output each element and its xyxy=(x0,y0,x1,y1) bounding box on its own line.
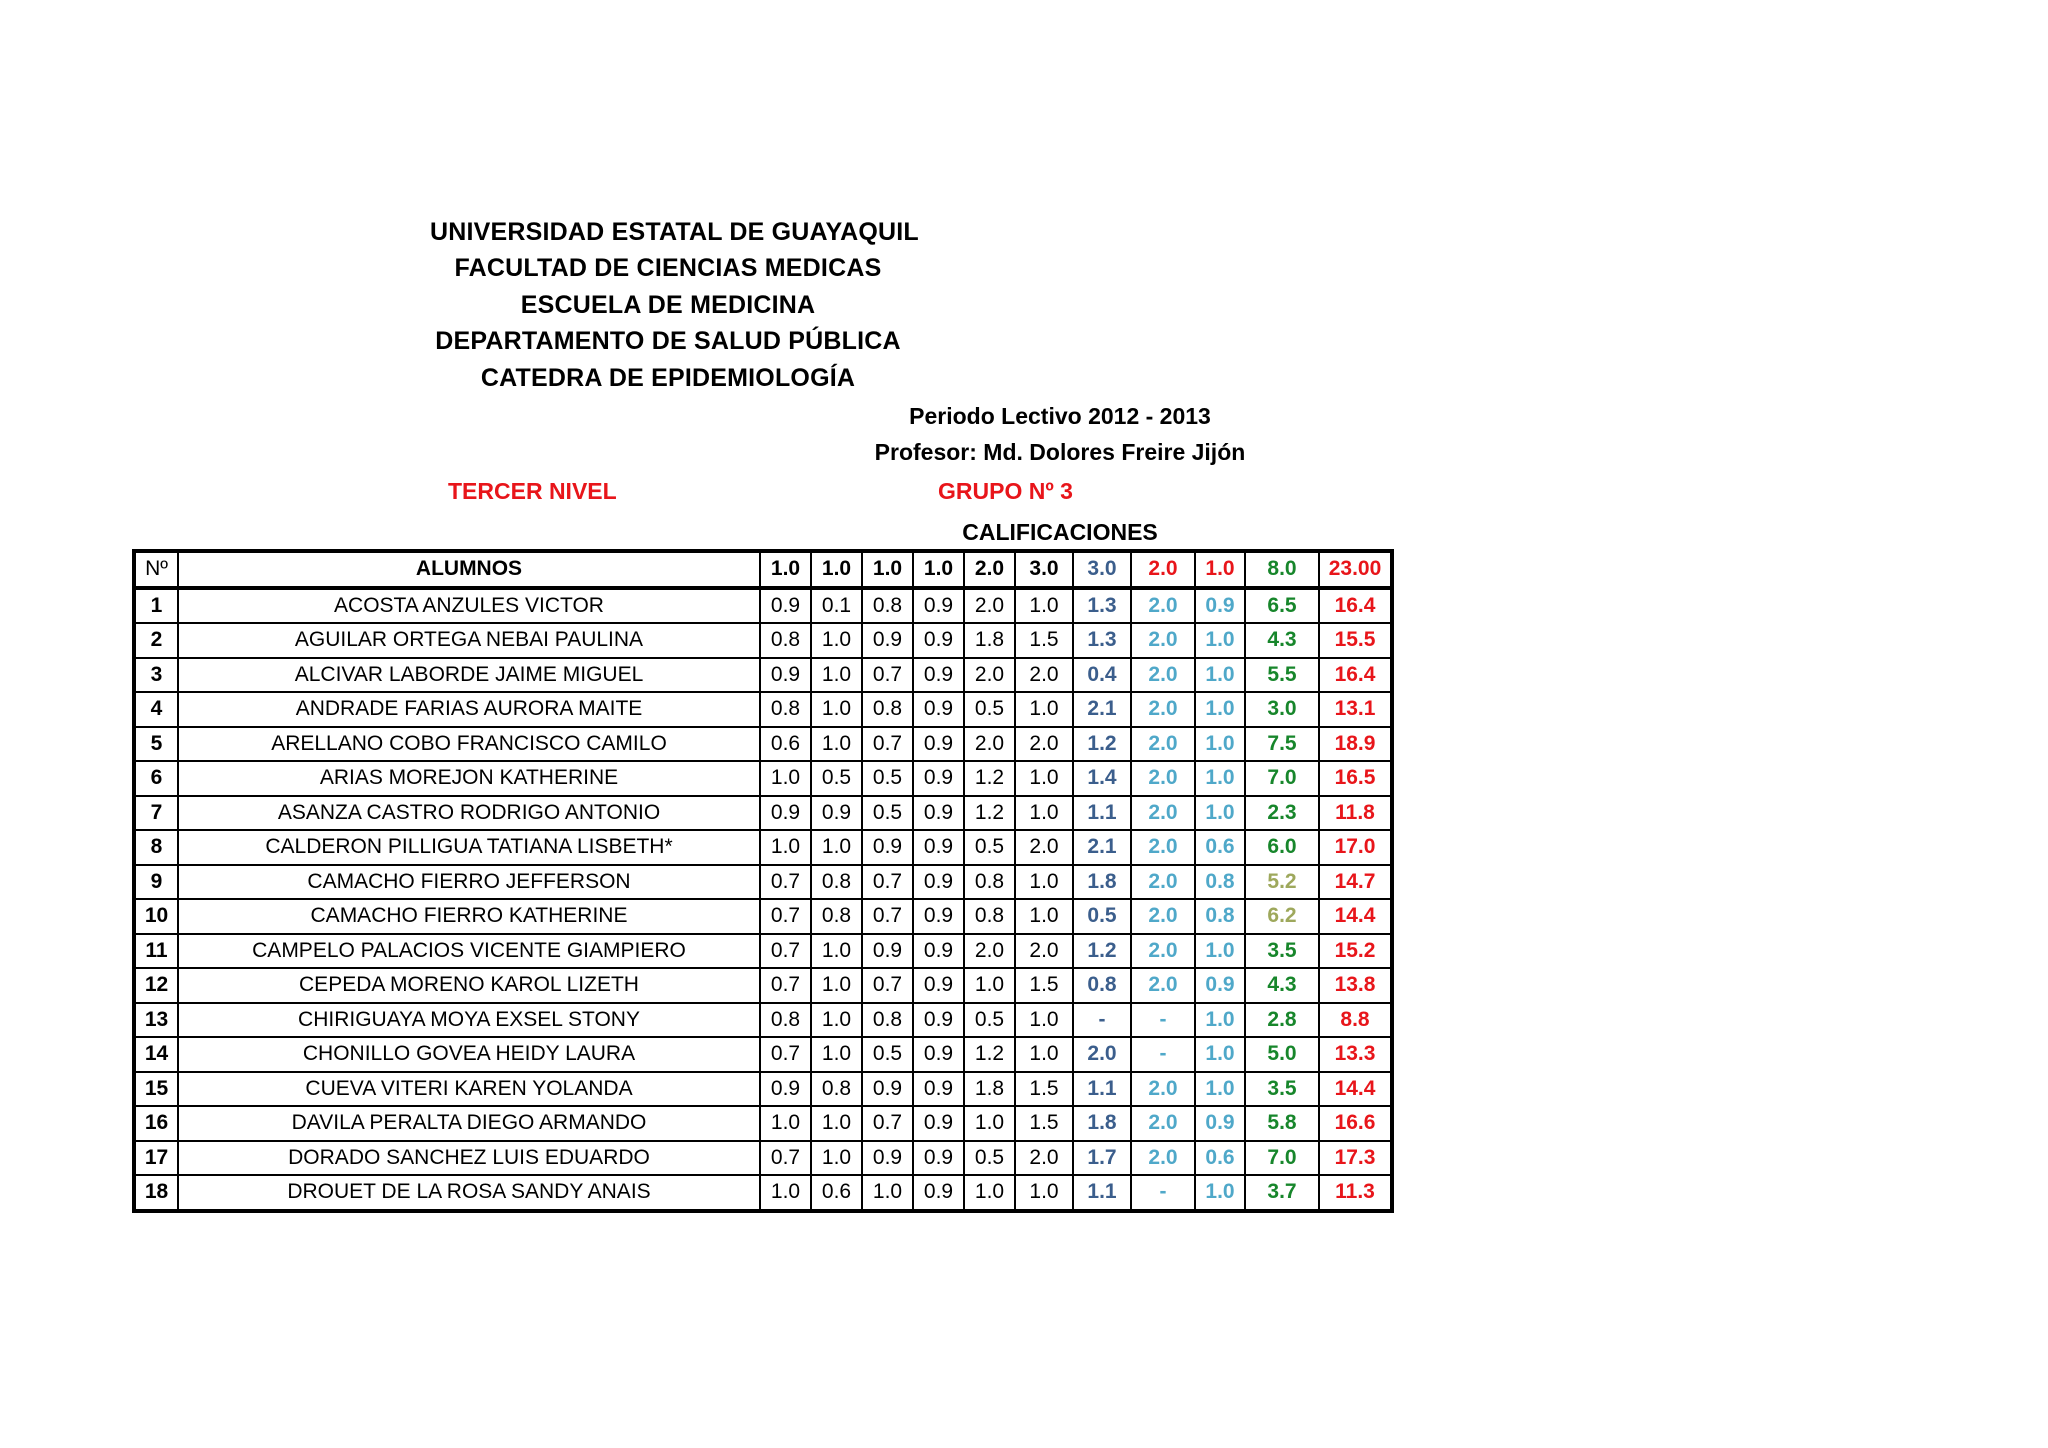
grade-cell: 1.0 xyxy=(1015,1175,1073,1211)
total-cell: 15.5 xyxy=(1319,623,1392,658)
student-name: CEPEDA MORENO KAROL LIZETH xyxy=(178,968,760,1003)
table-row xyxy=(134,899,1392,934)
grade-cell: 1.0 xyxy=(811,1141,862,1176)
header-weight-2: 1.0 xyxy=(811,551,862,588)
grade-cell: 0.8 xyxy=(1195,865,1245,900)
grade-cell: 0.9 xyxy=(862,1072,913,1107)
level-label: TERCER NIVEL xyxy=(448,478,617,504)
grade-cell: 1.0 xyxy=(1015,1003,1073,1038)
table-row xyxy=(134,727,1392,762)
table-row xyxy=(134,1037,1392,1072)
grade-cell: 0.7 xyxy=(862,727,913,762)
row-number: 4 xyxy=(134,692,178,727)
grade-cell: 0.5 xyxy=(811,761,862,796)
grade-cell: 1.0 xyxy=(1015,588,1073,624)
grade-cell: 0.7 xyxy=(760,899,811,934)
grade-cell: 1.7 xyxy=(1073,1141,1131,1176)
total-cell: 11.3 xyxy=(1319,1175,1392,1211)
grade-cell: 0.9 xyxy=(913,1072,964,1107)
grade-cell: 1.0 xyxy=(811,1003,862,1038)
grade-cell: 5.0 xyxy=(1245,1037,1319,1072)
grade-cell: 1.0 xyxy=(1015,692,1073,727)
grade-cell: 0.9 xyxy=(913,968,964,1003)
grade-cell: 1.8 xyxy=(1073,865,1131,900)
grade-cell: 1.0 xyxy=(1195,1037,1245,1072)
grade-cell: 2.0 xyxy=(1131,865,1195,900)
grade-cell: 0.9 xyxy=(760,796,811,831)
row-number: 1 xyxy=(134,588,178,624)
grade-cell: 2.0 xyxy=(964,934,1015,969)
grade-cell: 1.5 xyxy=(1015,968,1073,1003)
student-name: ARELLANO COBO FRANCISCO CAMILO xyxy=(178,727,760,762)
student-name: CAMACHO FIERRO JEFFERSON xyxy=(178,865,760,900)
university-title: UNIVERSIDAD ESTATAL DE GUAYAQUIL xyxy=(430,218,919,246)
grade-cell: 0.8 xyxy=(811,899,862,934)
grade-cell: 2.0 xyxy=(1131,761,1195,796)
grade-cell: 0.6 xyxy=(1195,1141,1245,1176)
grade-cell: 0.7 xyxy=(862,1106,913,1141)
grade-cell: 1.0 xyxy=(964,1175,1015,1211)
row-number: 7 xyxy=(134,796,178,831)
table-row xyxy=(134,658,1392,693)
grade-cell: 1.0 xyxy=(811,968,862,1003)
grade-cell: 2.8 xyxy=(1245,1003,1319,1038)
grade-cell: 0.9 xyxy=(913,588,964,624)
total-cell: 13.1 xyxy=(1319,692,1392,727)
grade-cell: 1.0 xyxy=(964,968,1015,1003)
grade-cell: 0.9 xyxy=(913,796,964,831)
grade-cell: 0.9 xyxy=(913,1003,964,1038)
grade-cell: 0.9 xyxy=(913,1141,964,1176)
total-cell: 18.9 xyxy=(1319,727,1392,762)
grade-cell: 0.8 xyxy=(862,1003,913,1038)
grade-cell: - xyxy=(1131,1175,1195,1211)
student-name: CHONILLO GOVEA HEIDY LAURA xyxy=(178,1037,760,1072)
grade-cell: 0.9 xyxy=(913,1037,964,1072)
table-row xyxy=(134,934,1392,969)
grade-cell: 0.9 xyxy=(1195,968,1245,1003)
row-number: 9 xyxy=(134,865,178,900)
grade-cell: 0.7 xyxy=(760,1141,811,1176)
grade-cell: 1.0 xyxy=(1195,1175,1245,1211)
grade-cell: 1.8 xyxy=(964,623,1015,658)
table-row xyxy=(134,968,1392,1003)
grade-cell: 3.5 xyxy=(1245,934,1319,969)
student-name: CAMACHO FIERRO KATHERINE xyxy=(178,899,760,934)
grade-cell: 0.9 xyxy=(760,1072,811,1107)
grade-cell: 1.5 xyxy=(1015,1072,1073,1107)
grade-cell: 2.0 xyxy=(1131,1106,1195,1141)
grade-cell: 1.0 xyxy=(1195,658,1245,693)
total-cell: 15.2 xyxy=(1319,934,1392,969)
grade-cell: 1.2 xyxy=(964,761,1015,796)
grade-cell: 1.0 xyxy=(760,1175,811,1211)
grade-cell: 0.7 xyxy=(862,865,913,900)
row-number: 10 xyxy=(134,899,178,934)
grade-cell: 0.9 xyxy=(862,623,913,658)
grade-cell: 7.0 xyxy=(1245,1141,1319,1176)
student-name: ACOSTA ANZULES VICTOR xyxy=(178,588,760,624)
grade-cell: 0.8 xyxy=(1195,899,1245,934)
grade-cell: 2.0 xyxy=(964,727,1015,762)
grade-cell: 1.0 xyxy=(1015,899,1073,934)
grade-cell: 0.6 xyxy=(811,1175,862,1211)
grade-cell: 0.9 xyxy=(913,899,964,934)
row-number: 13 xyxy=(134,1003,178,1038)
grade-cell: 0.5 xyxy=(964,692,1015,727)
grade-cell: 1.0 xyxy=(1195,692,1245,727)
table-row xyxy=(134,761,1392,796)
total-cell: 14.4 xyxy=(1319,899,1392,934)
professor-label: Profesor: Md. Dolores Freire Jijón xyxy=(874,439,1246,465)
grade-cell: 1.5 xyxy=(1015,623,1073,658)
grade-cell: 0.5 xyxy=(964,1141,1015,1176)
grade-cell: 1.0 xyxy=(1195,761,1245,796)
grade-cell: 0.9 xyxy=(913,761,964,796)
department-title: DEPARTAMENTO DE SALUD PÚBLICA xyxy=(435,327,901,355)
grade-cell: 0.8 xyxy=(760,692,811,727)
grade-cell: 1.0 xyxy=(811,658,862,693)
grade-cell: 3.0 xyxy=(1245,692,1319,727)
grade-cell: 0.9 xyxy=(913,623,964,658)
grade-cell: 6.0 xyxy=(1245,830,1319,865)
group-label: GRUPO Nº 3 xyxy=(938,478,1073,504)
grade-cell: 1.0 xyxy=(811,1106,862,1141)
grade-cell: 2.0 xyxy=(1131,658,1195,693)
grade-cell: 1.0 xyxy=(1195,623,1245,658)
row-number: 11 xyxy=(134,934,178,969)
grade-cell: 2.0 xyxy=(1131,1141,1195,1176)
grade-cell: 3.5 xyxy=(1245,1072,1319,1107)
student-name: DROUET DE LA ROSA SANDY ANAIS xyxy=(178,1175,760,1211)
grade-cell: 1.1 xyxy=(1073,1072,1131,1107)
grade-cell: 1.0 xyxy=(811,623,862,658)
student-name: CHIRIGUAYA MOYA EXSEL STONY xyxy=(178,1003,760,1038)
grade-cell: 1.0 xyxy=(1195,934,1245,969)
grade-cell: 2.0 xyxy=(964,588,1015,624)
total-cell: 14.4 xyxy=(1319,1072,1392,1107)
grade-cell: 0.9 xyxy=(913,934,964,969)
student-name: AGUILAR ORTEGA NEBAI PAULINA xyxy=(178,623,760,658)
grade-cell: 1.8 xyxy=(1073,1106,1131,1141)
grade-cell: 1.2 xyxy=(1073,727,1131,762)
grade-cell: 1.0 xyxy=(1195,1072,1245,1107)
total-cell: 13.3 xyxy=(1319,1037,1392,1072)
row-number: 12 xyxy=(134,968,178,1003)
grade-cell: 0.7 xyxy=(862,658,913,693)
header-total: 23.00 xyxy=(1319,551,1392,588)
table-row xyxy=(134,1072,1392,1107)
grade-cell: 1.0 xyxy=(811,1037,862,1072)
grade-cell: 0.8 xyxy=(811,865,862,900)
grade-cell: 2.3 xyxy=(1245,796,1319,831)
grade-cell: 1.5 xyxy=(1015,1106,1073,1141)
student-name: ALCIVAR LABORDE JAIME MIGUEL xyxy=(178,658,760,693)
table-row xyxy=(134,865,1392,900)
grade-cell: 7.5 xyxy=(1245,727,1319,762)
grade-cell: 0.7 xyxy=(862,968,913,1003)
grade-cell: 0.9 xyxy=(1195,1106,1245,1141)
grade-cell: 1.1 xyxy=(1073,1175,1131,1211)
grade-cell: 2.0 xyxy=(1131,727,1195,762)
grade-cell: 0.5 xyxy=(862,796,913,831)
grade-cell: 1.2 xyxy=(964,1037,1015,1072)
grade-cell: 5.5 xyxy=(1245,658,1319,693)
grade-cell: 0.9 xyxy=(862,934,913,969)
row-number: 18 xyxy=(134,1175,178,1211)
grade-cell: 0.9 xyxy=(913,692,964,727)
row-number: 17 xyxy=(134,1141,178,1176)
total-cell: 13.8 xyxy=(1319,968,1392,1003)
grade-cell: 2.0 xyxy=(1131,968,1195,1003)
row-number: 15 xyxy=(134,1072,178,1107)
grade-cell: 0.9 xyxy=(913,865,964,900)
grade-cell: 0.7 xyxy=(760,1037,811,1072)
grade-cell: 0.8 xyxy=(964,899,1015,934)
grade-cell: 7.0 xyxy=(1245,761,1319,796)
grade-cell: 3.7 xyxy=(1245,1175,1319,1211)
grade-cell: 2.0 xyxy=(1131,899,1195,934)
table-row xyxy=(134,1175,1392,1211)
grade-cell: 0.9 xyxy=(913,1175,964,1211)
student-name: ASANZA CASTRO RODRIGO ANTONIO xyxy=(178,796,760,831)
grade-cell: 0.9 xyxy=(760,588,811,624)
grade-cell: 1.0 xyxy=(862,1175,913,1211)
grade-cell: 1.0 xyxy=(1195,1003,1245,1038)
grade-cell: 1.0 xyxy=(1015,1037,1073,1072)
period-label: Periodo Lectivo 2012 - 2013 xyxy=(909,403,1211,429)
grade-cell: 0.8 xyxy=(964,865,1015,900)
total-cell: 16.5 xyxy=(1319,761,1392,796)
header-weight-4: 1.0 xyxy=(913,551,964,588)
header-number: Nº xyxy=(134,551,178,588)
grade-cell: 1.0 xyxy=(1015,865,1073,900)
grade-cell: 2.0 xyxy=(1015,1141,1073,1176)
grade-cell: 0.9 xyxy=(862,1141,913,1176)
grade-cell: 0.8 xyxy=(862,692,913,727)
grade-cell: 1.0 xyxy=(1195,796,1245,831)
grade-cell: 2.0 xyxy=(1131,934,1195,969)
student-name: DAVILA PERALTA DIEGO ARMANDO xyxy=(178,1106,760,1141)
grade-cell: 2.0 xyxy=(1131,1072,1195,1107)
table-row xyxy=(134,1106,1392,1141)
grade-cell: - xyxy=(1131,1003,1195,1038)
table-row xyxy=(134,1141,1392,1176)
grade-cell: 1.8 xyxy=(964,1072,1015,1107)
grade-cell: 1.0 xyxy=(1015,796,1073,831)
grade-cell: 2.0 xyxy=(1131,692,1195,727)
grade-cell: 0.9 xyxy=(811,796,862,831)
total-cell: 14.7 xyxy=(1319,865,1392,900)
student-name: ARIAS MOREJON KATHERINE xyxy=(178,761,760,796)
grade-cell: 0.9 xyxy=(913,658,964,693)
grade-cell: 2.0 xyxy=(1131,796,1195,831)
grade-cell: 0.8 xyxy=(760,623,811,658)
grade-cell: 0.9 xyxy=(913,727,964,762)
table-row xyxy=(134,692,1392,727)
grade-cell: 5.8 xyxy=(1245,1106,1319,1141)
grade-cell: 0.7 xyxy=(760,934,811,969)
grade-cell: 6.5 xyxy=(1245,588,1319,624)
row-number: 14 xyxy=(134,1037,178,1072)
header-weight-10: 8.0 xyxy=(1245,551,1319,588)
header-weight-9: 1.0 xyxy=(1195,551,1245,588)
grade-cell: 0.8 xyxy=(811,1072,862,1107)
grade-cell: 1.0 xyxy=(811,692,862,727)
grade-cell: 6.2 xyxy=(1245,899,1319,934)
total-cell: 16.6 xyxy=(1319,1106,1392,1141)
grade-cell: 2.1 xyxy=(1073,692,1131,727)
grades-title: CALIFICACIONES xyxy=(962,519,1158,545)
student-name: CALDERON PILLIGUA TATIANA LISBETH* xyxy=(178,830,760,865)
grade-cell: - xyxy=(1131,1037,1195,1072)
grade-cell: 0.8 xyxy=(1073,968,1131,1003)
grade-cell: 0.9 xyxy=(862,830,913,865)
header-students: ALUMNOS xyxy=(178,551,760,588)
grade-cell: 0.7 xyxy=(760,968,811,1003)
grade-cell: 2.0 xyxy=(1073,1037,1131,1072)
header-weight-8: 2.0 xyxy=(1131,551,1195,588)
grades-table xyxy=(132,549,1394,1213)
grade-cell: - xyxy=(1073,1003,1131,1038)
grade-cell: 1.0 xyxy=(1195,727,1245,762)
grade-cell: 0.5 xyxy=(1073,899,1131,934)
table-row xyxy=(134,588,1392,624)
grade-cell: 1.2 xyxy=(964,796,1015,831)
header-weight-3: 1.0 xyxy=(862,551,913,588)
header-weight-1: 1.0 xyxy=(760,551,811,588)
grade-cell: 1.0 xyxy=(760,1106,811,1141)
grade-cell: 0.5 xyxy=(964,1003,1015,1038)
grade-cell: 1.0 xyxy=(1015,761,1073,796)
grade-cell: 0.6 xyxy=(760,727,811,762)
grade-cell: 0.9 xyxy=(760,658,811,693)
total-cell: 16.4 xyxy=(1319,588,1392,624)
grade-cell: 1.0 xyxy=(811,727,862,762)
row-number: 3 xyxy=(134,658,178,693)
table-header-row xyxy=(134,551,1392,588)
grade-cell: 2.0 xyxy=(1015,658,1073,693)
total-cell: 17.3 xyxy=(1319,1141,1392,1176)
total-cell: 8.8 xyxy=(1319,1003,1392,1038)
faculty-title: FACULTAD DE CIENCIAS MEDICAS xyxy=(454,254,882,282)
grade-cell: 1.0 xyxy=(760,830,811,865)
grade-cell: 1.1 xyxy=(1073,796,1131,831)
header-weight-7: 3.0 xyxy=(1073,551,1131,588)
student-name: DORADO SANCHEZ LUIS EDUARDO xyxy=(178,1141,760,1176)
student-name: CUEVA VITERI KAREN YOLANDA xyxy=(178,1072,760,1107)
grade-cell: 5.2 xyxy=(1245,865,1319,900)
row-number: 6 xyxy=(134,761,178,796)
grade-cell: 0.1 xyxy=(811,588,862,624)
table-row xyxy=(134,796,1392,831)
grade-cell: 2.0 xyxy=(1131,623,1195,658)
header-weight-6: 3.0 xyxy=(1015,551,1073,588)
header-weight-5: 2.0 xyxy=(964,551,1015,588)
total-cell: 11.8 xyxy=(1319,796,1392,831)
grade-cell: 2.1 xyxy=(1073,830,1131,865)
chair-title: CATEDRA DE EPIDEMIOLOGÍA xyxy=(480,364,856,392)
grade-cell: 1.3 xyxy=(1073,623,1131,658)
total-cell: 16.4 xyxy=(1319,658,1392,693)
grade-cell: 2.0 xyxy=(964,658,1015,693)
grade-cell: 0.5 xyxy=(862,1037,913,1072)
grade-cell: 1.0 xyxy=(760,761,811,796)
grade-cell: 4.3 xyxy=(1245,968,1319,1003)
grade-cell: 2.0 xyxy=(1131,588,1195,624)
grade-cell: 0.6 xyxy=(1195,830,1245,865)
grade-cell: 0.7 xyxy=(862,899,913,934)
student-name: CAMPELO PALACIOS VICENTE GIAMPIERO xyxy=(178,934,760,969)
grade-cell: 0.9 xyxy=(913,830,964,865)
grade-cell: 2.0 xyxy=(1015,830,1073,865)
row-number: 16 xyxy=(134,1106,178,1141)
table-row xyxy=(134,1003,1392,1038)
grade-cell: 1.0 xyxy=(811,830,862,865)
grade-cell: 0.5 xyxy=(964,830,1015,865)
grade-cell: 1.3 xyxy=(1073,588,1131,624)
grade-cell: 2.0 xyxy=(1015,934,1073,969)
grade-cell: 0.7 xyxy=(760,865,811,900)
grade-cell: 1.4 xyxy=(1073,761,1131,796)
table-row xyxy=(134,830,1392,865)
student-name: ANDRADE FARIAS AURORA MAITE xyxy=(178,692,760,727)
grade-cell: 0.5 xyxy=(862,761,913,796)
school-title: ESCUELA DE MEDICINA xyxy=(520,291,816,319)
grade-cell: 0.9 xyxy=(1195,588,1245,624)
grade-cell: 0.8 xyxy=(760,1003,811,1038)
grade-cell: 1.0 xyxy=(811,934,862,969)
total-cell: 17.0 xyxy=(1319,830,1392,865)
grade-cell: 0.8 xyxy=(862,588,913,624)
grade-cell: 0.4 xyxy=(1073,658,1131,693)
grade-cell: 1.2 xyxy=(1073,934,1131,969)
table-row xyxy=(134,623,1392,658)
row-number: 8 xyxy=(134,830,178,865)
grade-cell: 2.0 xyxy=(1131,830,1195,865)
grade-cell: 4.3 xyxy=(1245,623,1319,658)
grade-cell: 1.0 xyxy=(964,1106,1015,1141)
grade-cell: 2.0 xyxy=(1015,727,1073,762)
row-number: 5 xyxy=(134,727,178,762)
grade-cell: 0.9 xyxy=(913,1106,964,1141)
row-number: 2 xyxy=(134,623,178,658)
